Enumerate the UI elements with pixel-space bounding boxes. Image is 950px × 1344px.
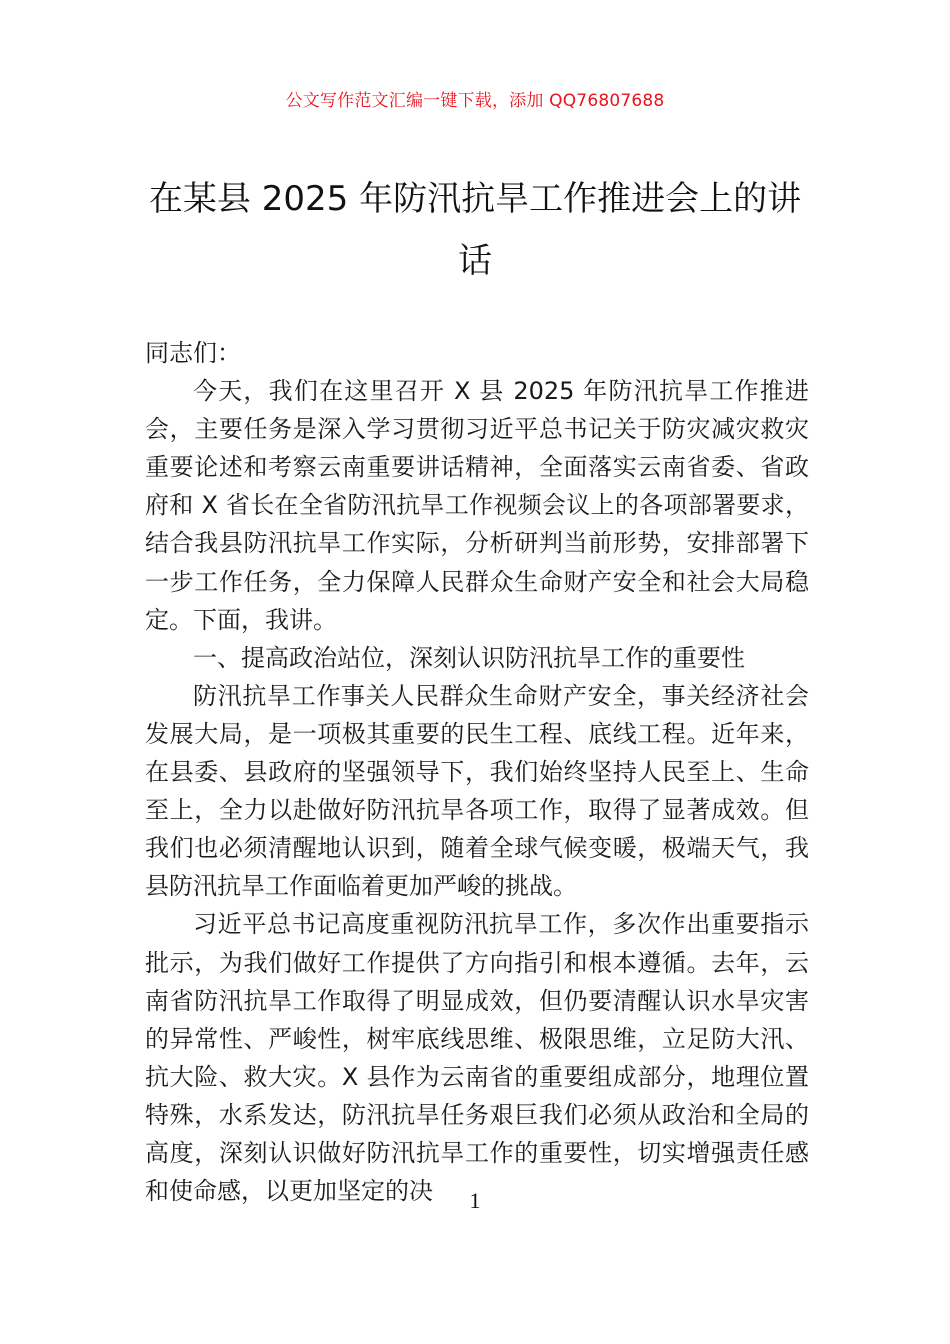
document-body <box>145 334 809 1210</box>
document-title: 在某县 2025 年防汛抗旱工作推进会上的讲话 <box>148 179 802 281</box>
watermark-banner: 公文写作范文汇编一键下载，添加 QQ76807688 <box>285 91 665 111</box>
section-heading: 一、提高政治站位，深刻认识防汛抗旱工作的重要性 <box>193 643 745 672</box>
paragraph-body: 防汛抗旱工作事关人民群众生命财产安全，事关经济社会发展大局，是一项极其重要的民生工程、底线工程。近年来，在县委、县政府的坚强领导下，我们始终坚持人民至上、生命至上，全力以赴做好防汛抗旱各项工作，取得了显著成效。但我们也必须清醒地认识到，随着全球气候变暖，极端天气，我县防汛抗旱工作面临着更加严峻的挑战。 <box>145 681 809 901</box>
salutation: 同志们： <box>145 339 241 367</box>
page-number: 1 <box>469 1188 481 1213</box>
paragraph-intro: 今天，我们在这里召开 X 县 2025 年防汛抗旱工作推进会，主要任务是深入学习贯彻习近平总书记关于防灾减灾救灾重要论述和考察云南重要讲话精神，全面落实云南省委、省政府和 X 省长在全省防汛抗旱工作视频会议上的各项部署要求，结合我县防汛抗旱工作实际，分析研判当前形势，安排部署下一步工作任务，全力保障人民群众生命财产安全和社会大局稳定。下面，我讲。 <box>145 377 809 634</box>
paragraph-body: 习近平总书记高度重视防汛抗旱工作，多次作出重要指示批示，为我们做好工作提供了方向指引和根本遵循。去年，云南省防汛抗旱工作取得了明显成效，但仍要清醒认识水旱灾害的异常性、严峻性，树牢底线思维、极限思维，立足防大汛、抗大险、救大灾。X 县作为云南省的重要组成部分，地理位置特殊，水系发达，防汛抗旱任务艰巨我们必须从政治和全局的高度，深刻认识做好防汛抗旱工作的重要性，切实增强责任感和使命感，以更加坚定的决 <box>145 910 809 1206</box>
